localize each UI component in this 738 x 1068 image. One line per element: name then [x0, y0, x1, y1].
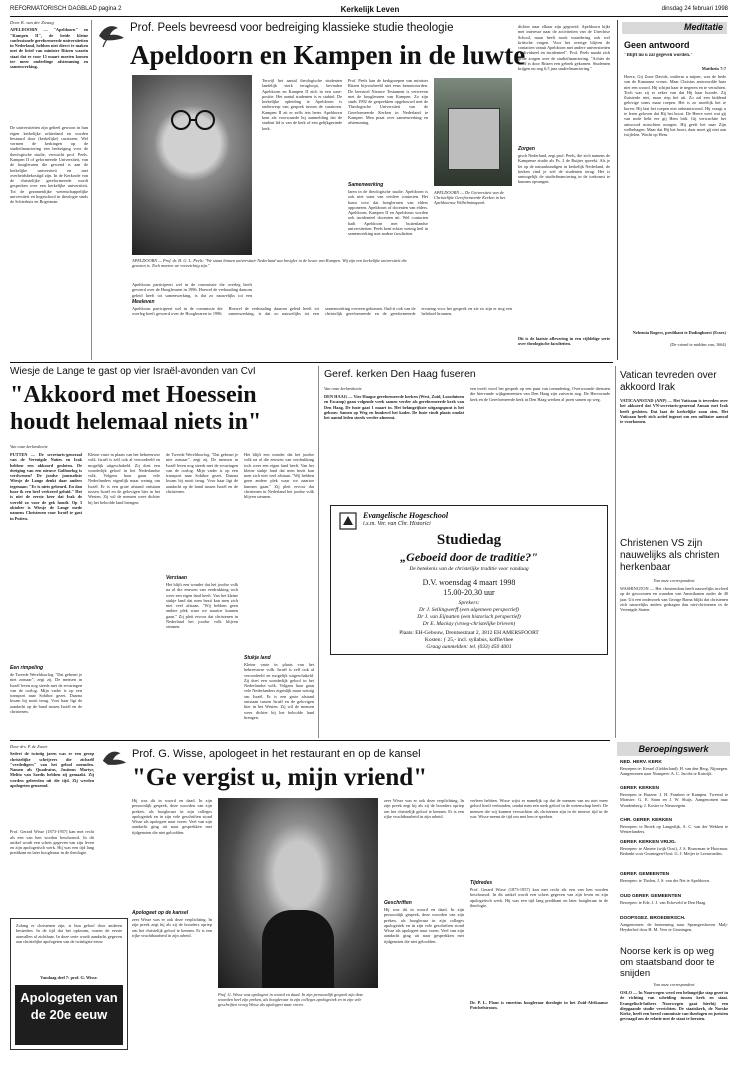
logo-icon [339, 512, 357, 530]
ad-title: Studiedag [436, 532, 502, 548]
beroeps-head: NED. HERV. KERK [620, 760, 662, 765]
art1-byline: Door K. van der Zwaag [10, 20, 54, 25]
art7-byline: Van onze correspondent [653, 982, 695, 987]
ad-question: „Geboeid door de traditie?" [400, 550, 538, 564]
beroeps-head: CHR. GEREF. KERKEN [620, 818, 672, 823]
art2-col4: Het blijft een wonder dat het joodse volk na al die eeuwen van verdrukking toch weer een eigen land heeft. Van het kleine stukje land dat men bezit kan men zich niet veel afstaan. "Wij hebben geen andere plek waar we naartoe kunnen gaan." Zij pleit ervoor dat christenen in Nederland het joodse volk blijven steunen. [244, 452, 314, 500]
ad-speaker2: Dr J. van Eijnatten (een historisch perspectief) [417, 614, 521, 620]
beroeps-text: Beroepen: te Almere (wijk Oost), J. S. Bouwman te Hoornaar. Bedankt voor Groningen-Oost: G. J. Meijer te Leeuwarden. [620, 846, 728, 857]
art1-col-a: De universiteiten zijn geheel gewoon in hun eigen kerkelijke achterland en worden bestuurd door (kerkelijke) curatoren. Wel vormen de kerkingen op de studiefinanciering een bedreiging voor de theologische studie, verwacht prof. Peels. Kampen II of geformeerde Universiteit, van de hoogleraren die gewend is aan de kerkelijke universiteit en met overheidsbekostigd zijn. In de Kerkorde van de christelijke gereformeerde wordt gesproken over een kerkelijke universiteit. Tot de gezamenlijke wetenschappelijke universiteit en hogeschool in theologie sinds de Schierhuis en Bogerman. [10, 125, 88, 205]
art6-col3b: Hij was dit in woord en daad. In zijn persoonlijk gesprek, deze woorden van zijn preken, als hoogleraar in zijn colleges apologetiek en in zijn vele geschriften stond Wisse als apologeet naar voren. Veel van zijn aandacht ging uit naar gesprekken met tijdgenoten die niet geloofden. [384, 907, 464, 944]
ad-speaker3: Dr E. Mackay (vroeg-christelijke brieven) [422, 621, 516, 627]
art7-kicker: Noorse kerk is op weg om staatsband door te snijden [620, 946, 715, 979]
ad-place: Plaats: EH-Gebouw, Drentsestraat 2, 3812 EH AMERSFOORT [399, 630, 539, 636]
art1-lead: APELDOORN — "Apeldoorn" en "Kampen II", de beide kleine confessionele gereformeerde universiteiten in Nederland, hebben niet direct te maken met de brief van minister Ritzen waarin staat dat er voor 15 maart moeten komen ter meer onderlinge afstemming en samenwerking. [10, 27, 88, 70]
beroeps-head: GEREF. GEMEENTEN [620, 872, 670, 877]
art3-byline: Van onze kerkredactie [324, 386, 362, 391]
studiedag-ad [330, 505, 608, 655]
header-rule [10, 16, 728, 17]
art3-kicker: Geref. kerken Den Haag fuseren [324, 368, 476, 380]
beroeps-head: GEREF. KERKEN [620, 786, 659, 791]
art2-kicker: Wiesje de Lange te gast op vier Israël-avonden van CvI [10, 366, 256, 377]
header-left: REFORMATORISCH DAGBLAD pagina 2 [10, 6, 122, 12]
page-header [10, 6, 728, 16]
art6-lead: Sedert de twintig jaren was er een groep christelijke schrijvers die zichzelf "verdedigers" van het geloof noemden. Namen als Quadratus, Justinus Martyr, Melito van Sardis hebben zij gemaakt. Zij werden geleerden uit die tijd. Zij werden apologeten genoemd. [10, 751, 94, 788]
art2-byline: Van onze kerkredactie [10, 444, 48, 449]
meditatie-quote: "Blijft nu u zal gegeven worden." [624, 53, 693, 58]
building-facade [448, 108, 500, 170]
art6-col4b: Prof. Gerard Wisse (1873-1957) kan met recht als een van hen worden beschouwd. In dit artikel wordt een schets gegeven van zijn leven en zijn apologetisch werk. Hij was een tijd lang predikant en later hoogleraar in de theologie. [470, 887, 608, 908]
art2-col3: de Tweede Wereldoorlog. "Dat gebeurt je niet zomaar", zegt zij. De mensen in Israël leven nog steeds met de ervaringen van de oorlog. Mijn vader is op een transport naar Sobibor gezet. Daarna kwam hij nooit terug. Voor haar ligt de aandacht op de band tussen Israël en de christenen. [166, 452, 238, 495]
art1-sub-meeleven: Meeleven [132, 299, 155, 305]
art1-caption2: APELDOORN — De Universiteit van de Christelijke Gereformeerde Kerken in het Apeldoornse Wilhelminapark. [434, 190, 506, 206]
ad-date: D.V. woensdag 4 maart 1998 [422, 578, 516, 587]
promo-title-block [15, 985, 123, 1045]
ad-info: Graag aanmelden: tel. (033) 450 4001 [426, 644, 512, 650]
art6-col2: Hij was dit in woord en daad. In zijn persoonlijk gesprek, deze woorden van zijn preken, als hoogleraar in zijn colleges apologetiek en in zijn vele geschriften stond Wisse als apologeet naar voren. Veel van zijn aandacht ging uit naar gesprekken met tijdgenoten die niet geloofden. [132, 798, 212, 835]
art2-sub2: Verstaan [166, 575, 187, 581]
art1-col-b-cont: Apeldoorn participeert wel in de commissie die overleg heeft gevoerd over de Hoogleraren in 1996. Hoewel de verhouding daarom geleid heeft tot samenwerking, is dat zo nauwelijks tot een samenwerking overeen gekomen. Oud-ti ook van de christelijk gereformeerde en de gereformeerde ervaring voor het gesprek en zie zo zijn er nog een heleboel bronnen. [132, 306, 512, 317]
art2-sub1: Een rimpeling [10, 665, 44, 671]
beroeps-banner [617, 742, 730, 756]
art3-col2: een troeft voorl het gesprek op een punt van toenadering. Overwoonde diensten die hiervande wijkgemeenten van Den Haag zijn zuiverin nog. De Hervormde kerk en de Gereformeerde kerk in Den Haag werken al jaren samen op weg. [470, 386, 610, 402]
art1-col-b: Apeldoorn participeert wel in de commissie die overleg heeft gevoerd over de Hoogleraren in 1996. Hoewel de verhouding daarom geleid heeft tot samenwerking, is dat zo nauwelijks tot een [132, 282, 252, 298]
header-center: Kerkelijk Leven [340, 5, 400, 14]
art4-kicker: Vatican tevreden over akkoord Irak [620, 370, 717, 393]
art2-headline: "Akkoord met Hoessein houdt helemaal niets in" [10, 382, 262, 435]
art1-info-box: Dit is de laatste aflevering in een vijfdelige serie over theologische faculteiten. [518, 336, 610, 347]
dove-icon [100, 746, 128, 772]
section-rule [10, 362, 613, 363]
art1-col-d: Terwijl het aantal theologische studenten landelijk sterk terugloopt, bevinden Apeldoorn en Kampen II zich in een oase-positie. Het aantal studenten is er stabiel. De kerkelijke opleiding te Apeldoorn is onderwerp van gesprek tussen de curatoren. Kampen II zit er zelfs iets beter. Apeldoorn kent als voorwaarde bij aanmelding dat de student lid is van de kerk of een gelijkgezinde kerk. [262, 78, 342, 131]
beroeps-text: Aangenomen: de benoeming naar Sprangershoven Malj-Heyderhof door H. M. Veer te Groningen. [620, 922, 728, 933]
apologeten-promo [10, 918, 128, 1050]
art5-byline: Van onze correspondent [653, 578, 695, 583]
art2-col3b: Het blijft een wonder dat het joodse volk na al die eeuwen van verdrukking toch weer een eigen land heeft. Van het kleine stukje land dat men bezit kan men zich niet veel afstaan. "Wij hebben geen andere plek waar we naartoe kunnen gaan." Zij pleit ervoor dat christenen in Nederland het joodse volk blijven steunen. [166, 582, 238, 630]
art1-col-f: laren in de theologische studie. Apeldoorn is ook niet want van verdere contacten. Het komt voor dat hoogleraren van elders opponeren. Apeldoorn of docenten van elders. Apeldoorn, Kampen II en Apeldoorn worden ook incidenteel docenten uit. Wel contacten hadt Apeldoorn met buitenlandse universiteiten. Peels kent echter weinig heil in samenwerking met andere faculteiten. [348, 189, 428, 237]
glasses-icon [166, 100, 220, 140]
art6-headline: "Ge vergist u, mijn vriend" [132, 764, 428, 791]
art4-body: VATICAANSTAD (ANP) — Het Vaticaan is tevreden over het akkoord dat VN-secretaris-generaal Annan met Irak heeft gesloten. Dat laat de kerkelijke zoon zien. Het Vaticaan heeft zich actief ingezet om een militaire aanval te voorkomen. [620, 398, 728, 425]
ad-costs: Kosten: ƒ 25,- incl. syllabus, koffie/thee [424, 637, 514, 643]
beroeps-text: Beroepen: te Broek op Langedijk, A. C. van der Wekken te Westerlanders. [620, 824, 728, 835]
meditatie-source: (De vriend te midden van, 1664) [669, 342, 726, 347]
meditatie-ref: Mattheüs 7:7 [701, 66, 726, 71]
beroeps-text: Beroepen: te Ede, J. J. van Eckeveld te Den Haag. [620, 900, 707, 905]
art6-kicker: Prof. G. Wisse, apologeet in het restaurant en op de kansel [132, 748, 421, 760]
art6-byline: Door drs. P. de Zwart [10, 744, 48, 749]
art6-footer: Dr. P. L. Flaur is emeritus hoogleraar theologie in het Zuid-Afrikaanse Potchefstroom. [470, 1000, 608, 1011]
promo-date: Vandaag deel 7: prof. G. Wisse. [40, 975, 98, 980]
art6-sub-geschriften: Geschriften [384, 900, 412, 906]
meditatie-body: Hoera, Gij Zone Davids, ontferm u mijner, was de bede van de Kanaanse vrouw. Maar Christus antwoordde haar niet een woord. Hij schijnt haar te negeren en te verachten. Toch was zij er zeker van dat Hij haar hoorde. Zij fluisterde niet, maar riep het uit. Zo zal een biddend gelovige soms maar roepen. Het is zo moeilijk het te horen: Hij laat het roepen niet onbeantwoord. Hij vraagt u te leren geloven dat Hij het hoort. De Heere weet wat gij van node hebt eer gij Hem bidt. Gij verwachtte het antwoord misschien morgen. Hij geeft het naar Zijn welbehagen. Maar dat Hij het hoort, daar moet gij niet aan twijfelen. Wacht op Hem. [624, 74, 726, 138]
divider [615, 366, 616, 738]
dove-icon [96, 20, 126, 48]
divider [91, 20, 92, 360]
art6-sub-kansel: Apologeet op de kansel [132, 910, 189, 916]
beroeps-label: Beroepingswerk [638, 744, 709, 754]
art5-kicker: Christenen VS zijn nauwelijks als christen herkenbaar [620, 538, 720, 573]
art1-col-e: Prof. Peels kan de kerkgroepen van minister Ritzen bijvoorbeeld niet eens beantwoorden. De leerstoel Nieuwe Testament is verweven met de hoogleraren van Kampen. Zo zijn sinds 1992 de gesprekken opgebouwd met de Theologische Universiteit van de Gereformeerde Kerken in Nederland te Kampen. Men praat over samenwerking en afstemming. [348, 78, 428, 126]
art1-sub-zorgen: Zorgen [518, 146, 535, 152]
beroeps-text: Beroepen te: Kessel (Gelderland): H. van den Berg, Nijmegen. Aangenomen naar Nunspeet: A. C. Jacobs te Katwijk. [620, 766, 728, 777]
art6-col1: Prof. Gerard Wisse (1873-1957) kan met recht als een van hen worden beschouwd. In dit artikel wordt een schets gegeven van zijn leven en zijn apologetisch werk. Hij was een tijd lang predikant en later hoogleraar in de theologie. [10, 829, 94, 856]
beroeps-text: Beroepen: te Tholen, J. S. van der Net te Apeldoorn. [620, 878, 711, 883]
beroeps-head: GEREF. KERKEN VRIJG. [620, 840, 676, 845]
art1-col-c: gisch Nederland, zegt prof. Peels, die zich namens de Kampense studie als Ps. 2 de Ruijter spreekt. Als je let op de natuurkundigen in kerkelijk Nederland, de kerken vind je wel de studenten terug. Het is onmogelijk de studiefinanciering in de toekomst te kunnen opvangen. [518, 153, 610, 185]
art6-sub-tijdredes: Tijdredes [470, 880, 493, 886]
meditatie-box [617, 20, 731, 360]
ad-subtitle: De betekenis van de christelijke traditie voor vandaag [409, 566, 529, 572]
promo-text: Zolang er christenen zijn, is hun geloof door anderen bestreden. In de tijd dat het opkwam, waren de eerste aanvallen al zichtbaar. In deze serie wordt aandacht gegeven aan christelijke apologeten van de twintigste eeuw. [16, 923, 122, 944]
art6-col4: verleen hebben. Wisse wijst er namelijk op dat de mensen van nu niet meer geloof hoeft verbonden, omdat men een sterk geloof in de wetenschap heeft. De mensen die wij kunnen verwachten als christenen zijn in de nieuwe tijd in de war. Wisse neemt de tijd om met hen te spreken. [470, 798, 608, 819]
ad-dept: i.s.m. Ver. van Chr. Historici [363, 521, 431, 527]
art2-sub3: Stukje land [244, 655, 271, 661]
art1-sub-samenwerking: Samenwerking [348, 182, 384, 188]
art2-col1b: de Tweede Wereldoorlog. "Dat gebeurt je niet zomaar", zegt zij. De mensen in Israël leven nog steeds met de ervaringen van de oorlog. Mijn vader is op een transport naar Sobibor gezet. Daarna kwam hij nooit terug. Voor haar ligt de aandacht op de band tussen Israël en de christenen. [10, 672, 82, 715]
art6-lead-column [10, 744, 94, 914]
art1-lead-column [10, 20, 88, 360]
meditatie-title: Geen antwoord [624, 40, 690, 50]
art7-body: OSLO — In Noorwegen werd een belangrijke stap gezet in de richting van scheiding tussen kerk en staat. Evangelisch-luthers Noorwegen gaat hierbij een diepgaande studie verrichten. De staatskerk, de Norske Kirke, heeft een breed commissie van theologen en juristen gevraagd om de relatie met de staat te herzien. [620, 990, 728, 1022]
art5-body: WASHINGTON — Het christendom heeft nauwelijks invloed op de gewoonten en waarden van Amerikanen onder de 40 jaar. Uit een onderzoek van George Barna blijkt dat christenen zich nauwelijks anders gedragen dan niet-christenen in de Verenigde Staten. [620, 586, 728, 613]
ad-org: Evangelische Hogeschool [363, 511, 449, 520]
art6-caption: Prof. G. Wisse was apologeet in woord en daad. In zijn persoonlijk gesprek zijn deze woorden heel zijn preken, als hoogleraar in zijn colleges apologetiek en in zijn vele geschriften vroeg Wisse als apologeet naar voren. [218, 992, 364, 1008]
beroeps-head: OUD GEREF. GEMEENTEN [620, 894, 682, 899]
meditatie-label: Meditatie [622, 22, 727, 34]
beroeps-head: DOOPSGEZ. BROEDERSCH. [620, 916, 686, 921]
art2-col1: PUTTEN — De secretaris-generaal van de Verenigde Naties en Irak hebben een akkoord gesloten. De dreiging van een nieuwe Golfoorlog is verdwenen? De joodse journaliste Wiesje de Lange denkt daar anders tegenaan: "Er is niets gebeurd. En dan hoor ik een heel verkeerd geluid." Het is niet de eerste keer dat Irak de wereld zo voor de gek houdt. Op 3 oktober is Wiesje de Lange mede namens Christenen voor Israël te gast in Putten. [10, 452, 82, 521]
promo-title: Apologeten van de 20e eeuw [20, 990, 118, 1022]
art1-caption1: APELDOORN — Prof. dr. H. G. L. Peels: "We staan binnen universitair Nederland wat breigler in de luwte van Kampen. Wij zijn een kerkelijke universiteit die genoten is. Toch moeten we voorzichtig zijn." [132, 258, 407, 269]
divider [318, 366, 319, 738]
header-right: dinsdag 24 februari 1998 [661, 6, 728, 12]
art2-col2: Kleine vaste in plaats van het hebreeuwse volk. Israël is zelf ook al veroordeeld en mogelijk uitgeschakeld. Zij doet een wonderlijk geloof in het Nederlandse volk. Volgens haar gaan vele Nederlanders eigenlijk maar weinig om Israël. Er is een grote afstand ontstaan tussen Israël en de gelovigen hier in het Westen. Zij wil de mensen weer dichter bij het beloofde land brengen. [88, 452, 160, 505]
art6-col3: zeer Wisse was er ook deze verplichting. In zijn preek zegt hij als zij de hoorders opriep om het christelijk geloof te kennen. Er is een rijke vruchtbaarheid in zijn arbeid. [384, 798, 464, 819]
art1-kicker: Prof. Peels bevreesd voor bedreiging klassieke studie theologie [130, 22, 454, 34]
beroeps-text: Beroepen te Huizen: J. H. Franken te Kampen. Tweetal te Monster: G. E. Stam en J. W. Sluijs. Aangenomen naar Woudenberg: J. Koster te Nieuwegein. [620, 792, 728, 808]
section-rule [10, 740, 610, 741]
art6-col2b: zeer Wisse was er ook deze verplichting. In zijn preek zegt hij als zij de hoorders opriep om het christelijk geloof te kennen. Er is een rijke vruchtbaarheid in zijn arbeid. [132, 917, 212, 938]
ad-speaker1: Dr J. Sellingwerff (een algemeen perspectief) [419, 607, 519, 613]
art1-col-g: dichter naar elkaar zijn gegroeid. Apeldoorn kijkt met interesse naar de activiteiten van de Utrechtse School, maar heeft nooit waardering ook wel kritische vragen. Voor het overige blijven de contacten vanuit Apeldoorn met andere universiteiten "individueel en incidenteel". Prof. Peels maakt zich grote zorgen over de studiefinanciering. "Achter de hand is door Ritzen een gebrek gekomen. Studenten krijgen nu nog 6,5 jaar studiefinanciering." [518, 24, 610, 72]
art1-headline: Apeldoorn en Kampen in de luwte [130, 40, 526, 70]
ad-speakers-label: Sprekers: [458, 600, 480, 606]
meditatie-author: Nehemia Rogers, predikant te Dodinghurst (Essex) [632, 330, 726, 335]
art3-col1: DEN HAAG — Vier Haagse gereformeerde kerken (West, Zuid, Loosduinen en Escamp) gaan volgende week samen verder als gereformeerde kerk van Den Haag. De fusie gaat 1 maart in. Het belangrijkste uitgangspunt is het gebouw Samen op Weg en hunkerd het kader. De fusie vindt plaats omdat het aantal leden steeds verder afneemt. [324, 394, 464, 421]
ad-time: 15.00-20.30 uur [443, 588, 495, 597]
photo-wisse-suit [262, 910, 334, 988]
art2-col4b: Kleine vaste in plaats van het hebreeuwse volk. Israël is zelf ook al veroordeeld en mogelijk uitgeschakeld. Zij doet een wonderlijk geloof in het Nederlandse volk. Volgens haar gaan vele Nederlanders eigenlijk maar weinig om Israël. Er is een grote afstand ontstaan tussen Israël en de gelovigen hier in het Westen. Zij wil de mensen weer dichter bij het beloofde land brengen. [244, 662, 314, 720]
